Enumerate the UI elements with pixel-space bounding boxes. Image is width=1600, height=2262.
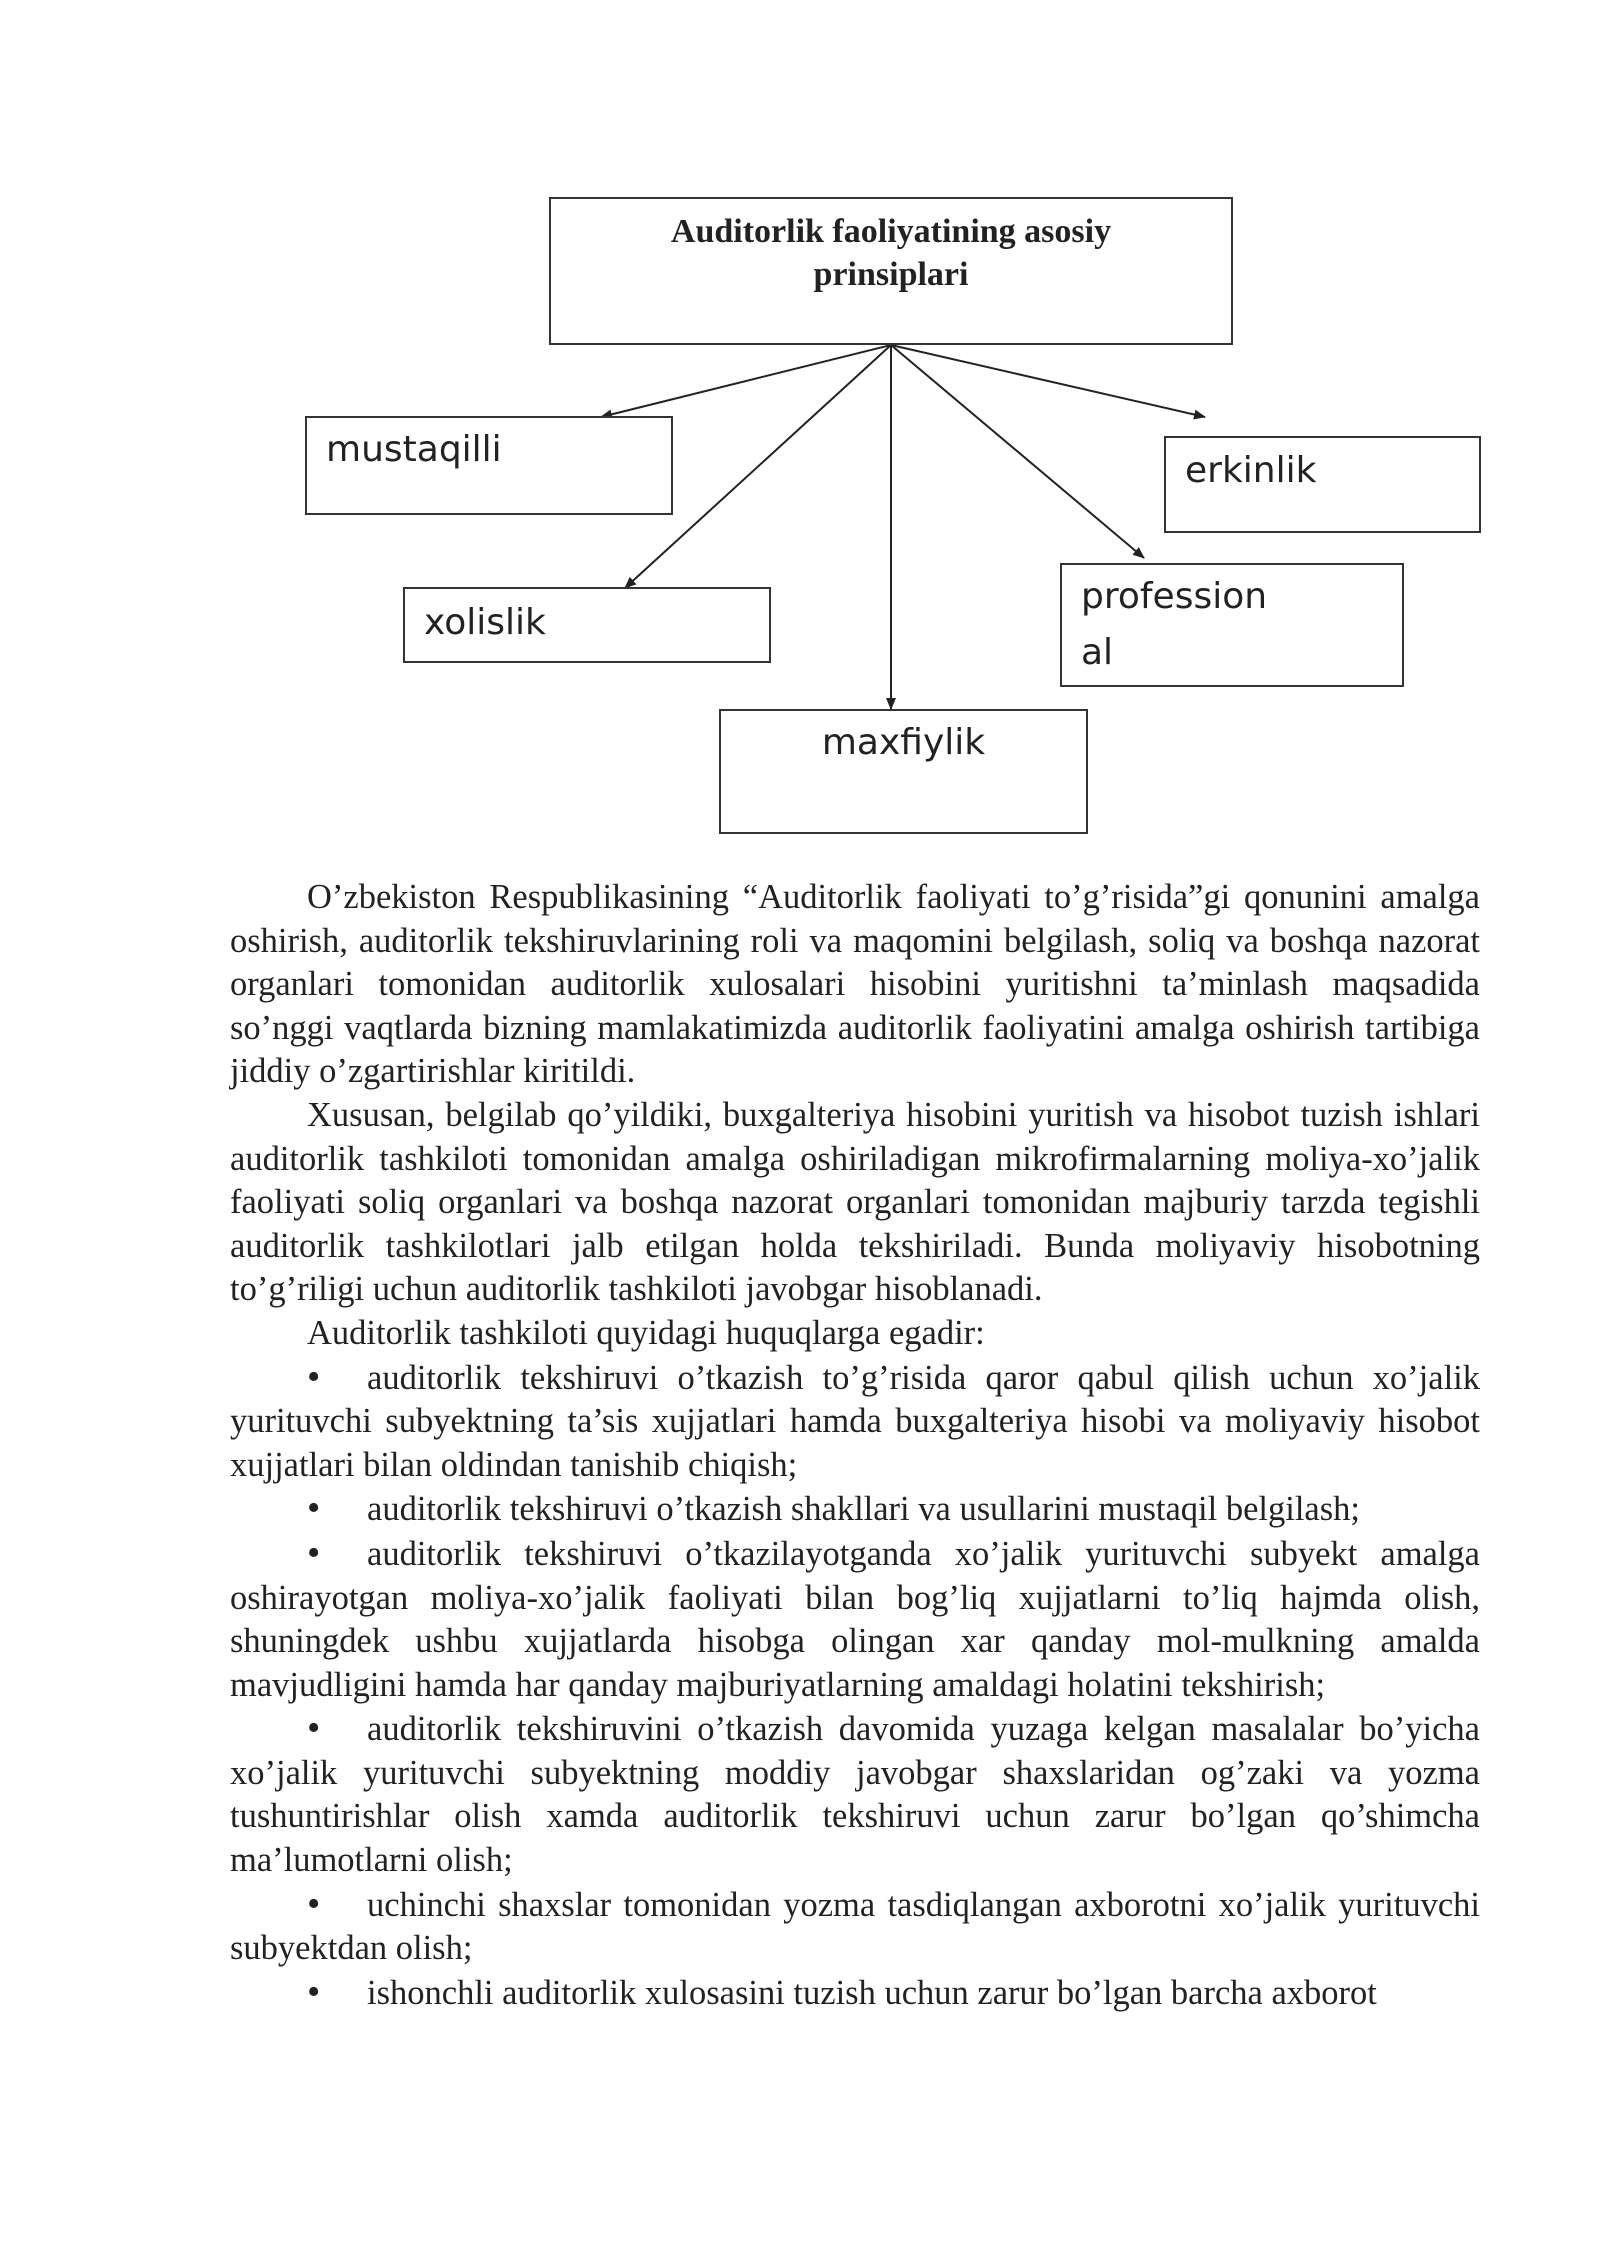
list-item: [230, 1883, 1480, 1971]
principle-box-maxfiylik: [719, 709, 1088, 834]
principle-box-mustaqilli: [305, 416, 673, 515]
paragraph-intro: O’zbekiston Respublikasining “Auditorlik faoliyati to’g’risida”gi qonunini amalga oshirish, auditorlik tekshiruvlarining roli va maqomini belgilash, soliq va boshqa nazorat organlari tomonidan auditorlik xulosalari hisobini yuritishni ta’minlash maqsadida so’nggi vaqtlarda bizning mamlakatimizda auditorlik faoliyatini amalga oshirish tartibiga jiddiy o’zgartirishlar kiritildi.: [230, 878, 1480, 1091]
list-item: [230, 1707, 1480, 1882]
diagram-title: Auditorlik faoliyatining asosiy prinsiplari: [670, 213, 1112, 293]
list-item: [230, 1487, 1480, 1532]
list-item-text: ishonchli auditorlik xulosasini tuzish uchun zarur bo’lgan barcha axborot: [367, 1973, 1377, 2012]
rights-intro: Auditorlik tashkiloti quyidagi huquqlarga egadir:: [307, 1313, 985, 1352]
bullet-icon: [307, 1971, 367, 2016]
principle-box-xolislik: [403, 587, 771, 663]
arrow-to-mustaqilli: [601, 345, 891, 417]
diagram-title-box: [549, 197, 1233, 345]
bullet-icon: [307, 1356, 367, 1401]
principle-label: mustaqilli: [326, 429, 502, 470]
arrow-to-erkinlik: [891, 345, 1205, 417]
paragraph-mikrofirmalar: Xususan, belgilab qo’yildiki, buxgalteriya hisobini yuritish va hisobot tuzish ishlari auditorlik tashkiloti tomonidan amalga oshiriladigan mikrofirmalarning moliya-xo’jalik faoliyati soliq organlari va boshqa nazorat organlari tomonidan majburiy tarzda tegishli auditorlik tashkilotlari jalb etilgan holda tekshiriladi. Bunda moliyaviy hisobotning to’g’riligi uchun auditorlik tashkiloti javobgar hisoblanadi.: [230, 1095, 1480, 1309]
principle-box-professional: [1060, 563, 1404, 687]
list-item-text: uchinchi shaxslar tomonidan yozma tasdiqlangan axborotni xo’jalik yurituvchi subyektdan olish;: [230, 1885, 1480, 1968]
bullet-icon: [307, 1532, 367, 1577]
list-item-text: auditorlik tekshiruvini o’tkazish davomida yuzaga kelgan masalalar bo’yicha xo’jalik yurituvchi subyektning moddiy javobgar shaxslaridan og’zaki va yozma tushuntirishlar olish xamda auditorlik tekshiruvi uchun zarur bo’lgan qo’shimcha ma’lumotlarni olish;: [230, 1710, 1480, 1880]
principle-label-line2: al: [1081, 632, 1114, 673]
bullet-icon: [307, 1883, 367, 1928]
body-text: [230, 876, 1480, 2015]
principle-box-erkinlik: [1164, 436, 1481, 533]
list-item: [230, 1971, 1480, 2016]
list-item: [230, 1532, 1480, 1707]
principle-label: xolislik: [424, 602, 546, 643]
principle-label-line1: profession: [1081, 576, 1268, 617]
principle-label: maxfiylik: [821, 722, 986, 763]
bullet-icon: [307, 1487, 367, 1532]
list-item-text: auditorlik tekshiruvi o’tkazish to’g’risida qaror qabul qilish uchun xo’jalik yurituvchi subyektning ta’sis xujjatlari hamda buxgalteriya hisobi va moliyaviy hisobot xujjatlari bilan oldindan tanishib chiqish;: [230, 1358, 1480, 1484]
list-item: [230, 1356, 1480, 1488]
list-item-text: auditorlik tekshiruvi o’tkazish shakllari va usullarini mustaqil belgilash;: [367, 1490, 1360, 1529]
principle-label: erkinlik: [1185, 450, 1317, 491]
bullet-icon: [307, 1707, 367, 1752]
list-item-text: auditorlik tekshiruvi o’tkazilayotganda xo’jalik yurituvchi subyekt amalga oshirayotgan moliya-xo’jalik faoliyati bilan bog’liq xujjatlarni to’liq hajmda olish, shuningdek ushbu xujjatlarda hisobga olingan xar qanday mol-mulkning amalda mavjudligini hamda har qanday majburiyatlarning amaldagi holatini tekshirish;: [230, 1534, 1480, 1704]
arrow-to-professional: [891, 345, 1144, 558]
